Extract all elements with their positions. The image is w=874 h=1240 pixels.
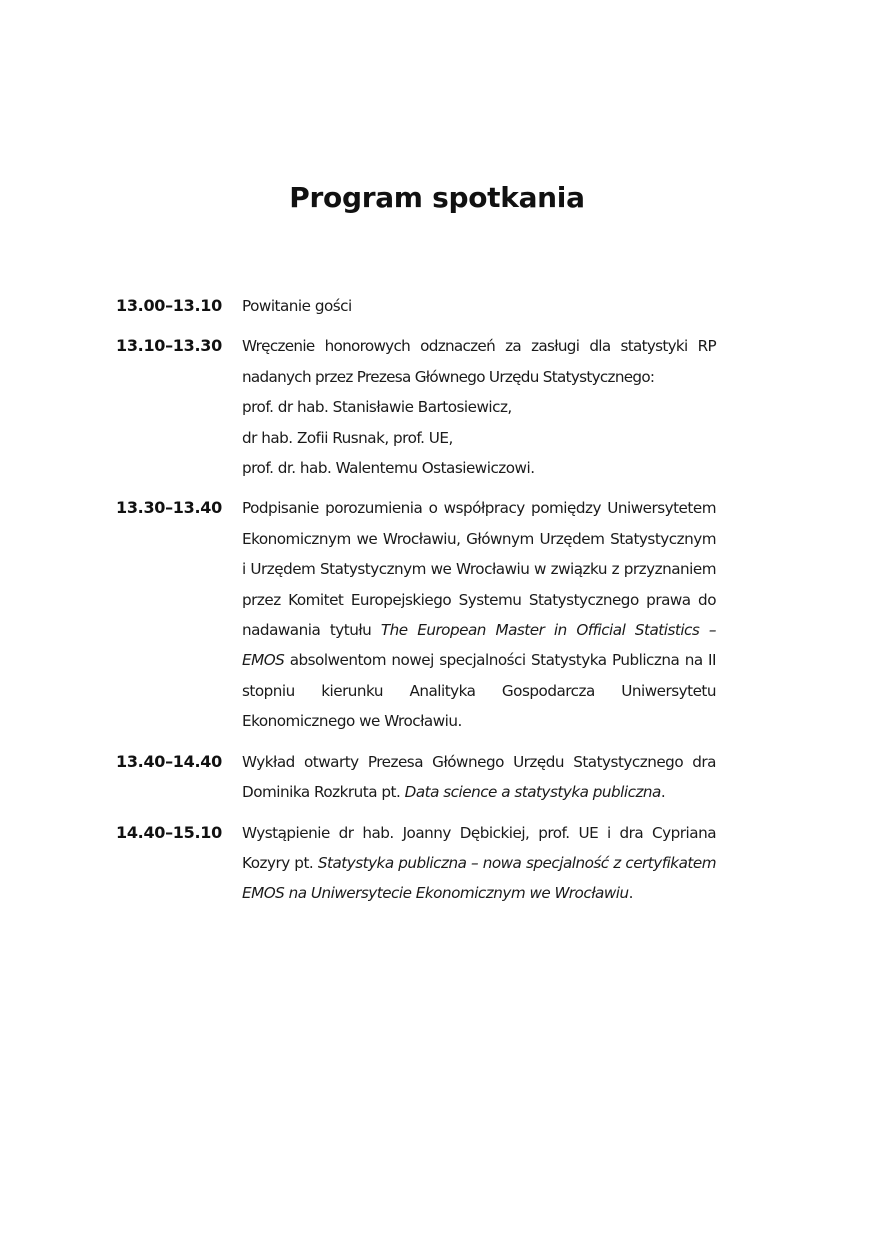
description-text: absolwentom nowej specjalności Statystyka Publiczna na II stopniu kierunku Analityka Gospodarcza Uniwersytetu Ekonomicznego we Wrocławiu.	[242, 651, 716, 731]
program-item-2	[116, 331, 720, 483]
honoree-name: prof. dr. hab. Walentemu Ostasiewiczowi.	[242, 459, 535, 478]
description-text: Wystąpienie dr hab. Joanny Dębickiej, prof. UE i dra Cypriana Kozyry pt.	[242, 823, 716, 872]
program-list	[116, 291, 720, 919]
program-description	[242, 291, 716, 321]
program-item-3	[116, 493, 720, 736]
program-description	[242, 331, 716, 483]
program-item-1	[116, 291, 720, 321]
page-title: Program spotkania	[289, 181, 585, 214]
program-item-4	[116, 747, 720, 808]
time-slot: 13.40–14.40	[116, 751, 222, 771]
program-description	[242, 818, 716, 909]
description-emphasis: The European Master in Official Statistics – EMOS	[242, 621, 716, 670]
time-slot: 13.00–13.10	[116, 296, 222, 315]
description-text: Podpisanie porozumienia o współpracy pomiędzy Uniwersytetem Ekonomicznym we Wrocławiu, Głównym Urzędem Statystycznym i Urzędem Statystycznym we Wrocławiu w związku z przyznaniem przez Komitet Europejskiego Systemu Statystycznego prawa do nadawania tytułu	[242, 499, 716, 640]
description-text: Powitanie gości	[242, 297, 352, 315]
time-slot: 13.10–13.30	[116, 336, 222, 356]
time-slot: 14.40–15.10	[116, 822, 222, 842]
description-text: .	[628, 884, 633, 903]
honoree-name: dr hab. Zofii Rusnak, prof. UE,	[242, 428, 453, 447]
description-text: Wręczenie honorowych odznaczeń za zasługi dla statystyki RP nadanych przez Prezesa Głównego Urzędu Statystycznego:	[242, 337, 716, 386]
description-text: Wykład otwarty Prezesa Głównego Urzędu Statystycznego dra Dominika Rozkruta pt.	[242, 752, 716, 802]
description-emphasis: Statystyka publiczna – nowa specjalność z certyfikatem EMOS na Uniwersytecie Ekonomicznym we Wrocławiu	[242, 853, 717, 903]
description-text: .	[660, 783, 666, 802]
description-emphasis: Data science a statystyka publiczna	[404, 783, 661, 802]
honoree-name: prof. dr hab. Stanisławie Bartosiewicz,	[242, 398, 512, 417]
program-item-5	[116, 818, 720, 909]
program-description	[242, 747, 716, 808]
time-slot: 13.30–13.40	[116, 498, 222, 518]
program-description	[242, 493, 716, 736]
